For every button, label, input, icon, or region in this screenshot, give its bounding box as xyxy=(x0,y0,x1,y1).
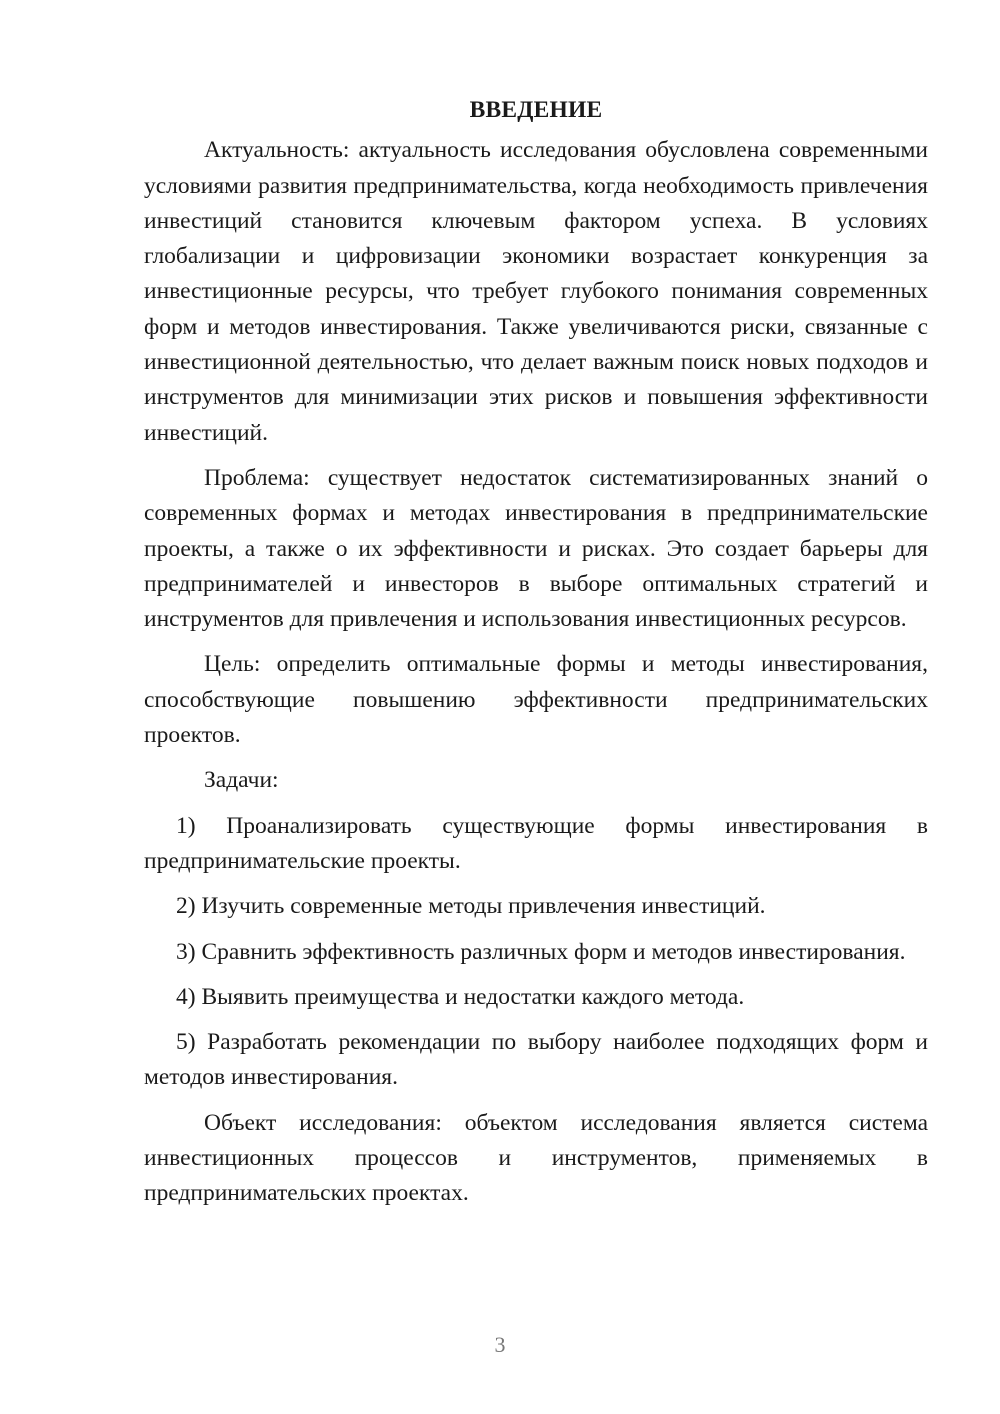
section-title: ВВЕДЕНИЕ xyxy=(469,97,603,123)
task-item-4: 4) Выявить преимущества и недостатки каждого метода. xyxy=(176,983,745,1010)
task-item-5: 5) Разработать рекомендации по выбору наиболее подходящих форм и методов инвестирования. xyxy=(144,1029,928,1091)
problem-paragraph: Проблема: существует недостаток систематизированных знаний о современных формах и методах инвестирования в предпринимательские проекты, а также о их эффективности и рисках. Это создает барьеры для предпринимателей и инвесторов в выборе оптимальных стратегий и инструментов для привлечения и использования инвестиционных ресурсов. xyxy=(144,464,928,633)
task-item-2: 2) Изучить современные методы привлечения инвестиций. xyxy=(176,893,766,920)
page-number: 3 xyxy=(494,1332,506,1357)
object-paragraph: Объект исследования: объектом исследования является система инвестиционных процессов и инструментов, применяемых в предпринимательских проектах. xyxy=(144,1109,928,1207)
goal-paragraph: Цель: определить оптимальные формы и методы инвестирования, способствующие повышению эффективности предпринимательских проектов. xyxy=(144,651,928,749)
task-item-3: 3) Сравнить эффективность различных форм и методов инвестирования. xyxy=(176,938,906,965)
relevance-paragraph: Актуальность: актуальность исследования обусловлена современными условиями развития предпринимательства, когда необходимость привлечения инвестиций становится ключевым фактором успеха. В условиях глобализации и цифровизации экономики возрастает конкуренция за инвестиционные ресурсы, что требует глубокого понимания современных форм и методов инвестирования. Также увеличиваются риски, связанные с инвестиционной деятельностью, что делает важным поиск новых подходов и инструментов для минимизации этих рисков и повышения эффективности инвестиций. xyxy=(144,137,928,446)
tasks-heading: Задачи: xyxy=(204,767,279,794)
page-content xyxy=(144,93,928,1222)
task-item-1: 1) Проанализировать существующие формы инвестирования в предпринимательские проекты. xyxy=(144,812,928,874)
